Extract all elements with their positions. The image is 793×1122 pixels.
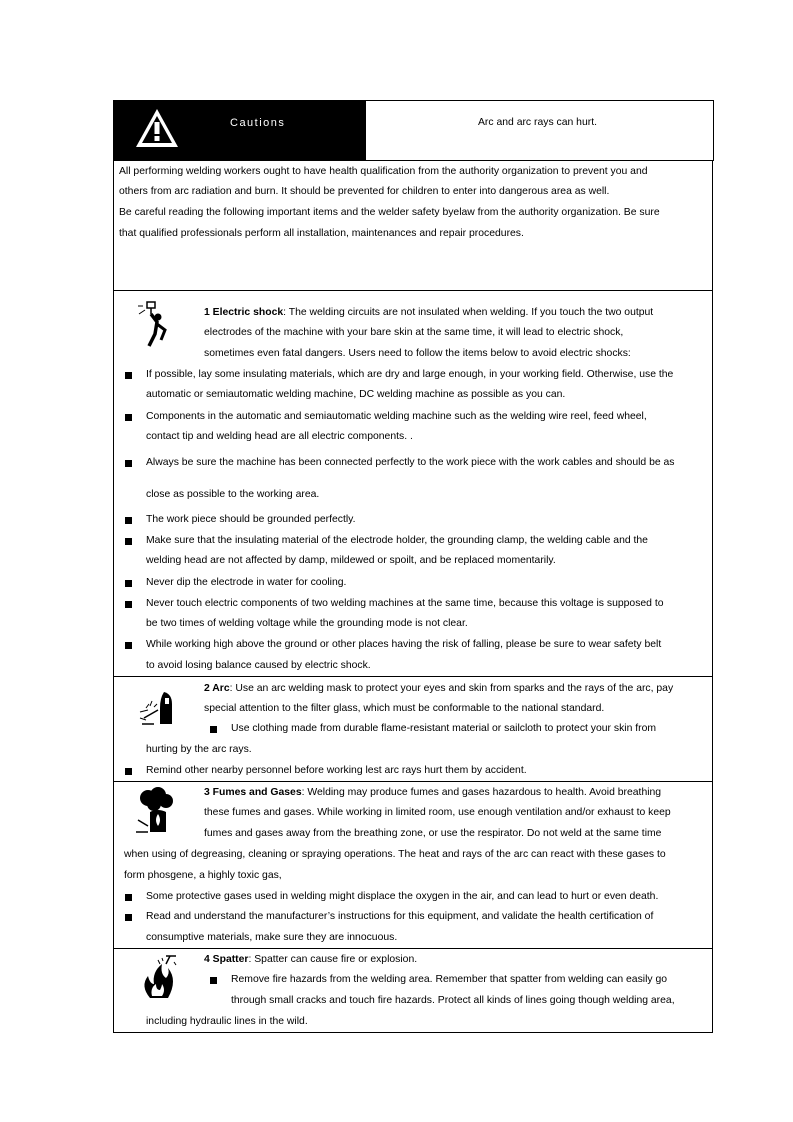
arc-heading: 2 Arc: [204, 683, 230, 694]
arc-welding-icon: [136, 688, 180, 728]
bullet-icon: [125, 894, 132, 901]
electric-lead-line: [204, 306, 653, 320]
arc-line: special attention to the filter glass, which must be conformable to the national standard.: [204, 703, 605, 714]
bullet-icon: [125, 372, 132, 379]
spatter-line: through small cracks and touch fire hazards. Protect all kinds of lines going though welding area,: [231, 995, 675, 1006]
fumes-line: Some protective gases used in welding might displace the oxygen in the air, and can lead to hurt or even death.: [146, 891, 659, 902]
fumes-line: these fumes and gases. While working in limited room, use enough ventilation and/or exhaust to keep: [204, 807, 671, 818]
electric-bullet-line: automatic or semiautomatic welding machine, DC welding machine as possible as you can.: [146, 389, 566, 400]
intro-section: [113, 160, 713, 291]
bullet-icon: [210, 726, 217, 733]
bullet-icon: [125, 538, 132, 545]
intro-line: Be careful reading the following important items and the welder safety byelaw from the authority organization. Be sure: [119, 207, 660, 218]
electric-bullet-line: welding head are not affected by damp, mildewed or spoilt, and be replaced momentarily.: [146, 555, 556, 566]
bullet-icon: [125, 460, 132, 467]
bullet-icon: [125, 642, 132, 649]
fumes-line: fumes and gases away from the breathing zone, or use the respirator. Do not weld at the same time: [204, 828, 662, 839]
electric-heading: 1 Electric shock: [204, 307, 284, 318]
electric-bullet-line: close as possible to the working area.: [146, 489, 320, 500]
fumes-lead-text: : Welding may produce fumes and gases hazardous to health. Avoid breathing: [301, 787, 662, 798]
electric-bullet-line: Always be sure the machine has been connected perfectly to the work piece with the work cables and should be as: [146, 457, 675, 468]
electric-shock-icon: [135, 300, 175, 352]
fumes-line: form phosgene, a highly toxic gas,: [124, 870, 282, 881]
spatter-heading: 4 Spatter: [204, 954, 249, 965]
arc-line: Remind other nearby personnel before working lest arc rays hurt them by accident.: [146, 765, 527, 776]
spatter-line: Remove fire hazards from the welding area. Remember that spatter from welding can easily go: [231, 974, 668, 985]
electric-lead-line: sometimes even fatal dangers. Users need to follow the items below to avoid electric shocks:: [204, 348, 631, 359]
arc-line: [204, 682, 673, 696]
warning-icon: [134, 107, 180, 149]
header-note: Arc and arc rays can hurt.: [478, 117, 597, 128]
electric-bullet-line: contact tip and welding head are all electric components. .: [146, 431, 413, 442]
bullet-icon: [125, 517, 132, 524]
fumes-line: consumptive materials, make sure they are innocuous.: [146, 932, 398, 943]
arc-line: Use clothing made from durable flame-resistant material or sailcloth to protect your skin from: [231, 723, 657, 734]
spatter-fire-icon: [136, 952, 180, 1002]
electric-bullet-line: Never dip the electrode in water for cooling.: [146, 577, 347, 588]
bullet-icon: [125, 601, 132, 608]
bullet-icon: [210, 977, 217, 984]
fumes-gases-icon: [134, 786, 180, 838]
electric-bullet-line: The work piece should be grounded perfectly.: [146, 514, 356, 525]
fumes-line: Read and understand the manufacturer’s instructions for this equipment, and validate the health certification of: [146, 911, 654, 922]
electric-bullet-line: Components in the automatic and semiautomatic welding machine such as the welding wire reel, feed wheel,: [146, 411, 647, 422]
fumes-heading: 3 Fumes and Gases: [204, 787, 302, 798]
electric-bullet-line: Make sure that the insulating material of the electrode holder, the grounding clamp, the welding cable and the: [146, 535, 648, 546]
bullet-icon: [125, 580, 132, 587]
header-title: Cautions: [230, 117, 286, 129]
electric-bullet-line: If possible, lay some insulating materials, which are dry and large enough, in your working field. Otherwise, use the: [146, 369, 674, 380]
fumes-line: when using of degreasing, cleaning or spraying operations. The heat and rays of the arc can react with these gases to: [124, 849, 666, 860]
electric-bullet-line: be two times of welding voltage while the grounding mode is not clear.: [146, 618, 468, 629]
intro-line: that qualified professionals perform all installation, maintenances and repair procedures.: [119, 228, 524, 239]
bullet-icon: [125, 768, 132, 775]
electric-lead-line: electrodes of the machine with your bare skin at the same time, it will lead to electric shock,: [204, 327, 624, 338]
intro-line: others from arc radiation and burn. It should be prevented for children to enter into dangerous area as well.: [119, 186, 610, 197]
arc-lead-text: : Use an arc welding mask to protect your eyes and skin from sparks and the rays of the arc, pay: [229, 683, 674, 694]
spatter-line: including hydraulic lines in the wild.: [146, 1016, 308, 1027]
intro-line: All performing welding workers ought to have health qualification from the authority organization to prevent you and: [119, 166, 648, 177]
bullet-icon: [125, 414, 132, 421]
electric-lead-text: : The welding circuits are not insulated when welding. If you touch the two output: [283, 307, 654, 318]
arc-line: hurting by the arc rays.: [146, 744, 252, 755]
fumes-line: [204, 786, 661, 800]
spatter-line: [204, 953, 417, 967]
electric-bullet-line: While working high above the ground or other places having the risk of falling, please be sure to wear safety belt: [146, 639, 662, 650]
header-note-cell: [366, 100, 714, 161]
bullet-icon: [125, 914, 132, 921]
electric-bullet-line: to avoid losing balance caused by electric shock.: [146, 660, 371, 671]
spatter-lead-text: : Spatter can cause fire or explosion.: [248, 954, 418, 965]
electric-bullet-line: Never touch electric components of two welding machines at the same time, because this voltage is supposed to: [146, 598, 664, 609]
